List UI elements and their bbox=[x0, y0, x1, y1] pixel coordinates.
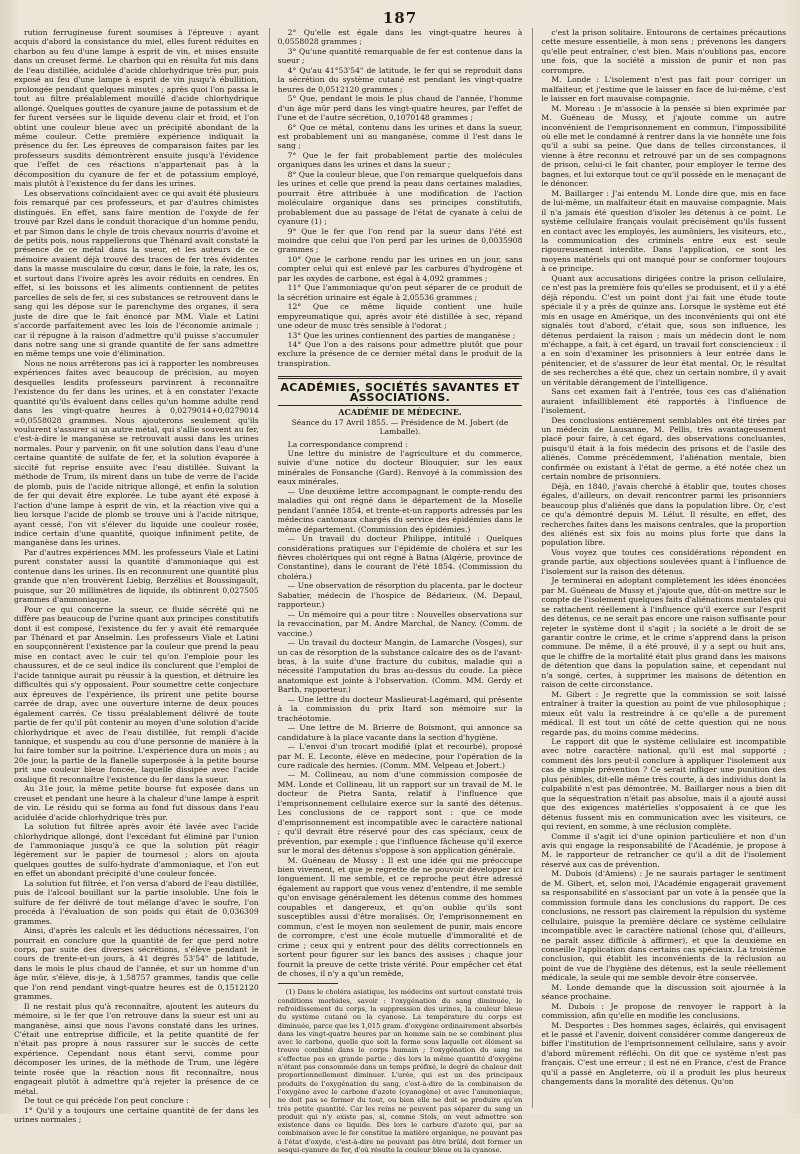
paragraph: 10° Que le carbone rendu par les urines en un jour, sans compter celui qui est enlevé par les carbures d'hydrogène et par les oxydes de carbone, est égal à 4,092 grammes ; bbox=[277, 254, 523, 283]
columns bbox=[14, 28, 787, 1154]
paragraph: Les observations coïncidaient avec ce qui avait été plusieurs fois remarqué par ces professeurs, et par d'autres chimistes distingués. En effet, sans faire mention de l'oxyde de fer trouvé par Rzel dans le conduit thoracique d'un homme pendu, et par Simon dans le chyle de trois chevaux nourris d'avoine et de petits pois, nous rappellerons que Thénard avait constaté la présence de ce métal dans la sueur, et les auteurs de ce mémoire avaient déjà trouvé des traces de fer très évidentes dans la masse musculaire du cœur, dans le foie, la rate, les os, et surtout dans l'ivoire après les avoir réduits en cendres. En effet, si les boissons et les aliments contiennent de petites parcelles de sels de fer, si ces substances se retrouvent dans le sang qui les dépose sur le parenchyme des organes, il sera juste de dire que le fait énoncé par MM. Viale et Latini s'accorde parfaitement avec les lois de l'économie animale ; car il répugne à la raison d'admettre qu'il puisse s'accumuler dans notre sang une si grande quantité de fer sans admettre en même temps une voie d'élimination. bbox=[14, 188, 259, 359]
footnote-text: (1) Dans le choléra asiatique, les médecins ont surtout constaté trois conditions morbides, savoir : l'oxygénation du sang diminuée, le refroidissement du corps, la suppression des urines, la couleur bleue du système cutané ou la cyanose. La température du corps est diminuée, parce que les 1,015 gram. d'oxygène ordinairement absorbés dans les vingt-quatre heures par un homme sain ne se combinent plus avec le carbone, quelle que soit la forme sous laquelle cet élément se trouve combiné dans le corps humain ; l'oxygénation du sang ne s'effectue pas en grande partie ; dès lors la même quantité d'oxygène n'étant pas consommée dans un temps préfixé, le degré de chaleur doit proportionnellement diminuer. L'urée, qui est un des principaux produits de l'oxygénation du sang, c'est-à-dire de la combinaison de l'oxygène avec le carbone d'azote (cyanogène) et avec l'ammoniaque, ne doit pas se former du tout, ou bien elle ne doit se produire qu'en très petite quantité. Car les reins ne peuvent pas séparer du sang un produit qui n'y existe pas, si, comme Stols, on veut admettre son existence dans ce liquide. Dès lors le carbure d'azote qui, par sa combinaison avec le fer constitue la matière organique, ne pouvant pas à l'état d'oxyde, c'est-à-dire ne pouvant pas être brûlé, doit former un sesqui-cyanure de fer, d'où résulte la couleur bleue ou la cyanose. bbox=[277, 988, 523, 1154]
paragraph: 2° Qu'elle est égale dans les vingt-quatre heures à 0,0558028 grammes ; bbox=[277, 28, 523, 47]
paragraph: M. Gibert : Je regrette que la commission se soit laissé entraîner à traiter la question au point de vue philosophique ; mieux eût valu la restreindre à ce qu'elle a de purement médical. Il est tout un côté de cette question qui ne nous regarde pas, du moins comme médecins. bbox=[541, 689, 787, 737]
paragraph: Vous voyez que toutes ces considérations répondent en grande partie, aux objections soulevées quant à l'influence de l'isolement sur la raison des détenus. bbox=[541, 547, 787, 576]
column-right bbox=[532, 28, 786, 1108]
paragraph: 6° Que ce métal, contenu dans les urines et dans la sueur, est probablement uni au manganèse, comme il l'est dans le sang ; bbox=[277, 122, 523, 151]
paragraph: Quant aux accusations dirigées contre la prison cellulaire, ce n'est pas la première fois qu'elles se produisent, et il y a été déjà répondu. C'est un point dont j'ai fait une étude toute spéciale il y a près de quinze ans. Lorsque le système eut été mis en usage en Amérique, un des inconvénients qui ont été signalés tout d'abord, c'était que, sous son influence, les détenus perdaient la raison ; mais un médecin dont le nom m'échappe, a fait, à cet égard, un travail fort consciencieux : il a en soin d'examiner les prisonniers à leur entrée dans le pénitencier, et de s'assurer de leur état mental. Or, le résultat de ses recherches a été que, chez un certain nombre, il y avait un véritable dérangement de l'intelligence. bbox=[541, 273, 787, 387]
paragraph: — Un travail du docteur Mangin, de Lamarche (Vosges), sur un cas de résorption de la substance calcaire des os de l'avant-bras, à la suite d'une fracture du cubitus, maladie qui a nécessité l'amputation du bras au-dessus du coude. La pièce anatomique est jointe à l'observation. (Comm. MM. Gerdy et Barth, rapporteur.) bbox=[277, 638, 523, 695]
paragraph: Comme il s'agit ici d'une opinion particulière et non d'un avis qui engage la responsabilité de l'Académie, je propose à M. le rapporteur de retrancher ce qu'il a dit de l'isolement réservé aux cas de prévention. bbox=[541, 831, 787, 869]
section-subtitle: ACADÉMIE DE MÉDECINE. bbox=[338, 407, 462, 418]
paragraph: Au 31e jour, la même petite bourse fut exposée dans un creuset et pendant une heure à la chaleur d'une lampe à esprit de vin. Le résidu qui se forma au fond fut dissous dans l'eau acidulée d'acide chlorhydrique très pur. bbox=[14, 784, 259, 822]
paragraph: 1° Qu'il y a toujours une certaine quantité de fer dans les urines normales ; bbox=[14, 1105, 259, 1125]
column-left-body bbox=[14, 28, 259, 1125]
paragraph: La solution fut filtrée après avoir été lavée avec l'acide chlorhydrique allongé, dont l'excédant fut éliminé par l'union de l'ammoniaque jusqu'à ce que la solution pût réagir légèrement sur le papier de tournesol ; alors on ajouta quelques gouttes de sulfo-hydrate d'ammoniaque, et l'on eut en effet un abondant précipité d'une couleur foncée. bbox=[14, 822, 259, 879]
column-middle bbox=[269, 28, 523, 1154]
paragraph: — Un travail du docteur Philippe, intitulé : Quelques considérations pratiques sur l'épidémie de choléra et sur les fièvres cholériques qui ont régné à Batna (Algérie, province de Constantine), dans le courant de l'été 1854. (Commission du choléra.) bbox=[277, 534, 523, 581]
paragraph: 11° Que l'ammoniaque qu'on peut séparer de ce produit de la sécrétion urinaire est égale à 2,05536 grammes ; bbox=[277, 283, 523, 302]
paragraph: — Un mémoire qui a pour titre : Nouvelles observations sur la revaccination, par M. Andre Marchal, de Nancy. (Comm. de vaccine.) bbox=[277, 609, 523, 638]
paragraph: — Une lettre de M. Brierre de Boismont, qui annonce sa candidature à la place vacante dans la section d'hygiène. bbox=[277, 723, 523, 742]
paragraph: M. Dubois (d'Amiens) : Je ne saurais partager le sentiment de M. Gibert, et, selon moi, l'Académie engagerait gravement sa responsabilité en s'associant par un vote à la pensée que la commission formule dans les conclusions du rapport. De ces conclusions, ne ressort pas clairement la répulsion du système cellulaire, puisque la première déclare ce système cellulaire incompatible avec le caractère national (chose qui, d'ailleurs, ne paraît assez difficile à affirmer), et que la deuxième en conseille l'application dans certains cas spéciaux. La troisième conclusion, qui établit les inconvénients de la réclusion au point de vue de l'hygiène des détenus, est la seule réellement médicale, la seule qui me semble devoir être conservée. bbox=[541, 869, 787, 983]
paragraph: 8° Que la couleur bleue, que l'on remarque quelquefois dans les urines et celle que prend la peau dans certaines maladies, pourrait être attribuée à une modification de l'action moléculaire organique dans ses principes constitutifs, probablement due au passage de l'état de cyanate à celui de cyanure (1) ; bbox=[277, 169, 523, 227]
paragraph: M. Londe demande que la discussion soit ajournée à la séance prochaine. bbox=[541, 982, 787, 1002]
paragraph: Déjà, en 1840, j'avais cherché à établir que, toutes choses égales, d'ailleurs, on devait rencontrer parmi les prisonniers beaucoup plus d'aliénés que dans la population libre. Or, c'est ce qu'a démontré depuis M. Lélut. Il résulte, en effet, des recherches faites dans les maisons centrales, que la proportion des aliénés est six fois au moins plus forte que dans la population libre. bbox=[541, 481, 787, 548]
column-middle-proceedings bbox=[278, 440, 523, 979]
paragraph: — Une deuxième lettre accompagnant le compte-rendu des maladies qui ont régné dans le département de la Moselle pendant l'année 1854, et trente-et-un rapports adressés par les médecins cantonaux chargés du service des épidémies dans le même département. (Commission des épidémies.) bbox=[277, 486, 523, 534]
paragraph: Sans cet examen fait à l'entrée, tous ces cas d'aliénation auraient infailliblement été rapportés à l'influence de l'isolement. bbox=[541, 387, 787, 416]
session-line: Séance du 17 Avril 1855. — Présidence de M. Jobert (de Lamballe). bbox=[291, 417, 509, 437]
paragraph: 14° Que l'on a des raisons pour admettre plutôt que pour exclure la présence de ce dernier métal dans le produit de la transpiration. bbox=[277, 339, 523, 368]
paragraph: — L'envoi d'un trocart modifié (plat et recourbé), proposé par M. E. Leconte, élève en médecine, pour l'opération de la cure radicale des hernies. (Comm. MM. Velpeau et Jobert.) bbox=[277, 742, 523, 770]
footnote-rule bbox=[278, 983, 338, 984]
paragraph: M. Baillarger : J'ai entendu M. Londe dire que, mis en face de lui-même, un malfaiteur était en mauvaise compagnie. Mais il n'a jamais été question d'isoler les détenus à ce point. Le système cellulaire français voulait précisément qu'ils fussent en contact avec les employés, les aumôniers, les visiteurs, etc., la communication des criminels entre eux est seule rigoureusement interdite. Dans l'application, ce sont les moyens matériels qui ont manqué pour se conformer toujours à ce principe. bbox=[541, 188, 787, 274]
page-number: 187 bbox=[382, 9, 418, 27]
column-right-body bbox=[541, 28, 786, 1087]
paragraph: 9° Que le fer que l'on rend par la sueur dans l'été est moindre que celui que l'on perd par les urines de 0,0035908 grammes ; bbox=[277, 226, 523, 255]
paragraph: La solution fut filtrée, et l'on versa d'abord de l'eau distillée, puis de l'alcool bouillant sur la partie insoluble. Une fois le sulfure de fer délivré de tout mélange d'avec le soufre, l'on procéda à l'évaluation de son poids qui était de 0,036309 grammes. bbox=[14, 878, 259, 926]
paragraph: c'est la prison solitaire. Entourons de certaines précautions cette mesure essentielle, à mon sens ; prévenons les dangers qu'elle peut entraîner, c'est bien. Mais n'oublions pas, encore une fois, que la société a mission de punir et non pas corrompre. bbox=[541, 28, 787, 75]
paragraph: Nous ne nous arrêterons pas ici à rapporter les nombreuses expériences faites avec beaucoup de précision, au moyen desquelles lesdits professeurs parvinrent à reconnaître l'existence du fer dans les urines, et à en constater l'exacte quantité qu'ils évaluent dans celles qu'un homme adulte rend dans les vingt-quatre heures à 0,0279014+0,0279014 =0,0558028 grammes. Nous ajouterons seulement qu'ils voulurent s'assurer si un autre métal, qui s'allie souvent au fer, c'est-à-dire le manganèse se retrouvait aussi dans les urines normales. Pour y parvenir, on fit une solution dans l'eau d'une certaine quantité de sulfate de fer, et la solution évaporée à siccité fut reprise ensuite avec l'eau distillée. Suivant la méthode de Trum, ils mirent dans un tube de verre de l'acide de plomb, puis de l'acide nitrique allongé, et enfin la solution de fer qui devait être explorée. Le tube ayant été exposé à l'action d'une lampe à esprit de vin, et la réaction vive qui a lieu lorsque l'acide de plomb se trouve uni à l'acide nitrique, ayant cessé, l'on vit s'élever du liquide une couleur rosée, indice certain d'une quantité, quoique infiniment petite, de manganèse dans les urines. bbox=[14, 358, 259, 548]
column-middle-conclusions bbox=[278, 28, 523, 368]
paragraph: — Une observation de résorption du placenta, par le docteur Sabatier, médecin de l'hospice de Bédarieux. (M. Depaul, rapporteur.) bbox=[277, 581, 523, 610]
paragraph: — Une lettre du docteur Maslieurat-Lagémard, qui présente à la commission du prix Itard son mémoire sur la trachéotomie. bbox=[277, 694, 523, 723]
paragraph: Il ne restait plus qu'à reconnaître, ajoutent les auteurs du mémoire, si le fer que l'on retrouve dans la sueur est uni au manganèse, ainsi que nous l'avons constaté dans les urines. C'était une entreprise difficile, et la petite quantité de fer n'était pas propre à nous rassurer sur le succès de cette expérience. Cependant nous étant servi, comme pour décomposer les urines, de la méthode de Trum, une légère teinte rosée que la réaction nous fit reconnaître, nous engageait plutôt à admettre qu'à rejeter la présence de ce métal. bbox=[14, 1001, 259, 1096]
paragraph: Je terminerai en adoptant complètement les idées énoncées par M. Guéneau de Mussy et j'ajoute que, dût-on mettre sur le compte de l'isolement quelques faits d'aliénations mentales qui se rattachent réellement à l'influence qu'il exerce sur l'esprit des détenus, ce ne serait pas encore une raison suffisante pour rejeter le système dont il s'agit ; la société a le droit de se garantir contre le crime, et le crime s'apprend dans la prison commune. De même, il a été prouvé, il y a sept ou huit ans, que le chiffre de la mortalité était plus grand dans les maisons de détention que dans la population saine, et cependant nul n'a songé, certes, à supprimer les maisons de détention en raison de cette circonstance. bbox=[541, 576, 787, 690]
paragraph: M. Dubois : Je propose de renvoyer le rapport à la commission, afin qu'elle en modifie les conclusions. bbox=[541, 1001, 787, 1021]
paragraph: M. Moreau : Je m'associe à la pensée si bien exprimée par M. Guéneau de Mussy, et j'ajoute comme un autre inconvénient de l'emprisonnement en commun, l'impossibilité où elle met le condamné à rentrer dans la vie honnête une fois qu'il a subi sa peine. Que dans de telles circonstances, il vienne à être reconnu et retrouvé par un de ses compagnons de prison, celui-ci le fait chanter, pour employer le terme des bagnes, et lui extorque tout ce qu'il possède en le menaçant de le dénoncer. bbox=[541, 103, 787, 189]
section-heading: ACADÉMIES, SOCIÉTÉS SAVANTES ET ASSOCIATIONS. bbox=[278, 376, 523, 406]
paragraph: La correspondance comprend : bbox=[287, 439, 408, 449]
paragraph: 12° Que ce même liquide contient une huile empyreumatique qui, après avoir été distillée à sec, répand une odeur de musc très sensible à l'odorat ; bbox=[277, 302, 523, 331]
paragraph: 13° Que les urines contiennent des parties de manganèse ; bbox=[287, 330, 516, 340]
paragraph: 4° Qu'au 41°53'54" de latitude, le fer qui se reproduit dans la sécrétion du système cutané est pendant les vingt-quatre heures de 0,0512120 grammes ; bbox=[277, 65, 523, 94]
paragraph: — M. Collineau, au nom d'une commission composée de MM. Londe et Collineau, lit un rapport sur un travail de M. le docteur de Pietra Santa, relatif à l'influence que l'emprisonnement cellulaire exerce sur la santé des détenus. Les conclusions de ce rapport sont : que ce mode d'emprisonnement est incompatible avec le caractère national ; qu'il devrait être réservé pour des cas spéciaux, ceux de prévention, par exemple ; que l'influence fâcheuse qu'il exerce sur le moral des détenus s'oppose à son application générale. bbox=[277, 770, 523, 856]
paragraph: M. Desportes : Des hommes sages, éclairés, qui envisagent et le passé et l'avenir, doivent considérer comme dangereux de biffer l'institution de l'emprisonnement cellulaire, sans y avoir d'abord mûrement réfléchi. On dit que ce système n'est pas français. C'est une erreur ; il est né en France, c'est de France qu'il a passé en Angleterre, où il a produit les plus heureux changements dans la moralité des détenus. Qu'on bbox=[541, 1020, 787, 1087]
paragraph: De tout ce qui précède l'on peut conclure : bbox=[24, 1096, 189, 1106]
column-left bbox=[14, 28, 259, 1125]
paragraph: 7° Que le fer fait probablement partie des molécules organiques dans les urines et dans la sueur ; bbox=[277, 150, 523, 170]
paragraph: 5° Que, pendant le mois le plus chaud de l'année, l'homme d'un âge mûr perd dans les vingt-quatre heures, par l'effet de l'une et de l'autre sécrétion, 0,1070148 grammes ; bbox=[277, 94, 523, 123]
paragraph: M. Guéneau de Mussy : Il est une idée qui me préoccupe bien vivement, et que je regrette de ne pouvoir développer ici longuement. Il me semble, et ce reproche peut être adressé également au rapport que vous venez d'entendre, il me semble qu'on envisage généralement les détenus comme des hommes coupables et dangereux, et qu'on oublie qu'ils sont susceptibles aussi d'être moralisés. Or, l'emprisonnement en commun, c'est le moyen non seulement de punir, mais encore de corrompre, c'est une école mutuelle d'immoralité et de crime ; ceux qui y entrent pour des délits correctionnels en sortent pour figurer sur les bancs des assises ; chaque jour fournit la preuve de cette triste vérité. Pour empêcher cet état de choses, il n'y a qu'un remède, bbox=[277, 855, 523, 978]
paragraph: rution ferrugineuse furent soumises à l'épreuve : ayant acquis d'abord la consistance du miel, elles furent réduites en charbon au feu d'une lampe à esprit de vin, et mises ensuite dans un creuset fermé. Le charbon qui en résulta fut mis dans de l'eau distillée, acidulée d'acide chlorhydrique très pur, puis exposé au feu d'une lampe à esprit de vin jusqu'à ébullition, prolongée pendant quelques minutes ; après quoi l'on passa le tout au filtre préalablement mouillé d'acide chlorhydrique allongé. Quelques gouttes de cyanure jaune de potassium et de fer furent versées sur le liquide devenu clair et froid, et l'on obtint une couleur bleue avec un précipité abondant de la même couleur. Cette première expérience indiquait la présence du fer. Les épreuves de comparaison faites par les professeurs susdits démontrèrent ensuite jusqu'à l'évidence que l'effet de ces réactions n'appartenait pas à la décomposition du cyanure de fer et de potassium employé, mais plutôt à l'existence du fer dans les urines. bbox=[14, 28, 259, 189]
footnote bbox=[278, 988, 523, 1154]
paragraph: Des conclusions entièrement semblables ont été tirées par un médecin de Lausanne, M. Pellis, très avantageusement placé pour faire, à cet égard, des observations concluantes, puisqu'il était à la fois médecin des prisons et de l'asile des aliénés. Comme précédemment, l'aliénation mentale, bien confirmée ou existant à l'état de germe, a été notée chez un certain nombre de prisonniers. bbox=[541, 415, 787, 482]
paragraph: Le rapport dit que le système cellulaire est incompatible avec notre caractère national, qu'il est mal supporté ; comment dès lors peut-il conclure à appliquer l'isolement aux cas de simple prévention ? Ce serait infliger une punition des plus pénibles, dit-elle même très courte, à des individus dont la culpabilité n'est pas démontrée. M. Baillarger nous a bien dit que la séquestration n'était pas absolue, mais il a ajouté aussi que des exigences matérielles s'opposaient à ce que les détenus fussent mis en communication avec les visiteurs, ce qui revient, en somme, à une réclusion complète. bbox=[541, 736, 787, 832]
paragraph: Par d'autres expériences MM. les professeurs Viale et Latini purent constater aussi la quantité d'ammoniaque qui est contenue dans les urines. Ils en reconnurent une quantité plus grande que n'en trouvèrent Liebig, Berzélius et Boussingault, puisque, sur 20 millimètres de liquide, ils obtinrent 0,027505 grammes d'ammoniaque. bbox=[14, 547, 259, 605]
paragraph: Une lettre du ministre de l'agriculture et du commerce, suivie d'une notice du docteur Blouquier, sur les eaux minérales de Fonsanche (Gard). Renvoyé à la commission des eaux minérales. bbox=[277, 449, 523, 487]
paragraph: 3° Qu'une quantité remarquable de fer est contenue dans la sueur ; bbox=[277, 46, 523, 66]
paragraph: M. Londe : L'isolement n'est pas fait pour corriger un malfaiteur, et j'estime que le laisser en face de lui-même, c'est le laisser en fort mauvaise compagnie. bbox=[541, 75, 787, 104]
paragraph: Pour ce qui concerne la sueur, ce fluide sécrété qui ne diffère pas beaucoup de l'urine quant aux principes constitutifs dont il est composé, l'existence du fer y avait été remarquée par Thénard et par Anselmin. Les professeurs Viale et Latini en soupçonnèrent l'existence par la couleur que prend la peau mise en contact avec le cuir tel qu'on l'emploie pour les chaussures, et de ce seul indice ils conclurent que l'emploi de l'acide tannique aurait pu réussir à la question, et détruire les difficultés qui s'y opposaient. Pour soumettre cette conjecture aux épreuves de l'expérience, ils prirent une petite bourse carrée de drap, avec une ouverture interne de deux pouces également carrés. Ce tissu préalablement délivré de toute partie de fer qu'il pût contenir au moyen d'une solution d'acide chlorhydrique et avec de l'eau distillée, fut rempli d'acide tannique, et suspendu au cou d'une personne de manière à la lui faire tomber sur la poitrine. L'expérience dura un mois ; au 20e jour, la partie de la flanelle superposée à la petite bourse prit une couleur bleue foncée, laquelle dissipée avec l'acide oxalique fit reconnaître l'existence du fer dans la sueur. bbox=[14, 604, 259, 784]
paragraph: Ainsi, d'après les calculs et les déductions nécessaires, l'on pourrait en conclure que la quantité de fer que perd notre corps, par suite des diverses sécrétions, s'élève pendant le cours de trente-et-un jours, à 41 degrés 53'54" de latitude, dans le mois le plus chaud de l'année, et sur un homme d'un âge mûr, s'élève, dis-je, à 1,58757 grammes, tandis que celle que l'on rend pendant vingt-quatre heures est de 0,1512120 grammes. bbox=[14, 926, 259, 1002]
